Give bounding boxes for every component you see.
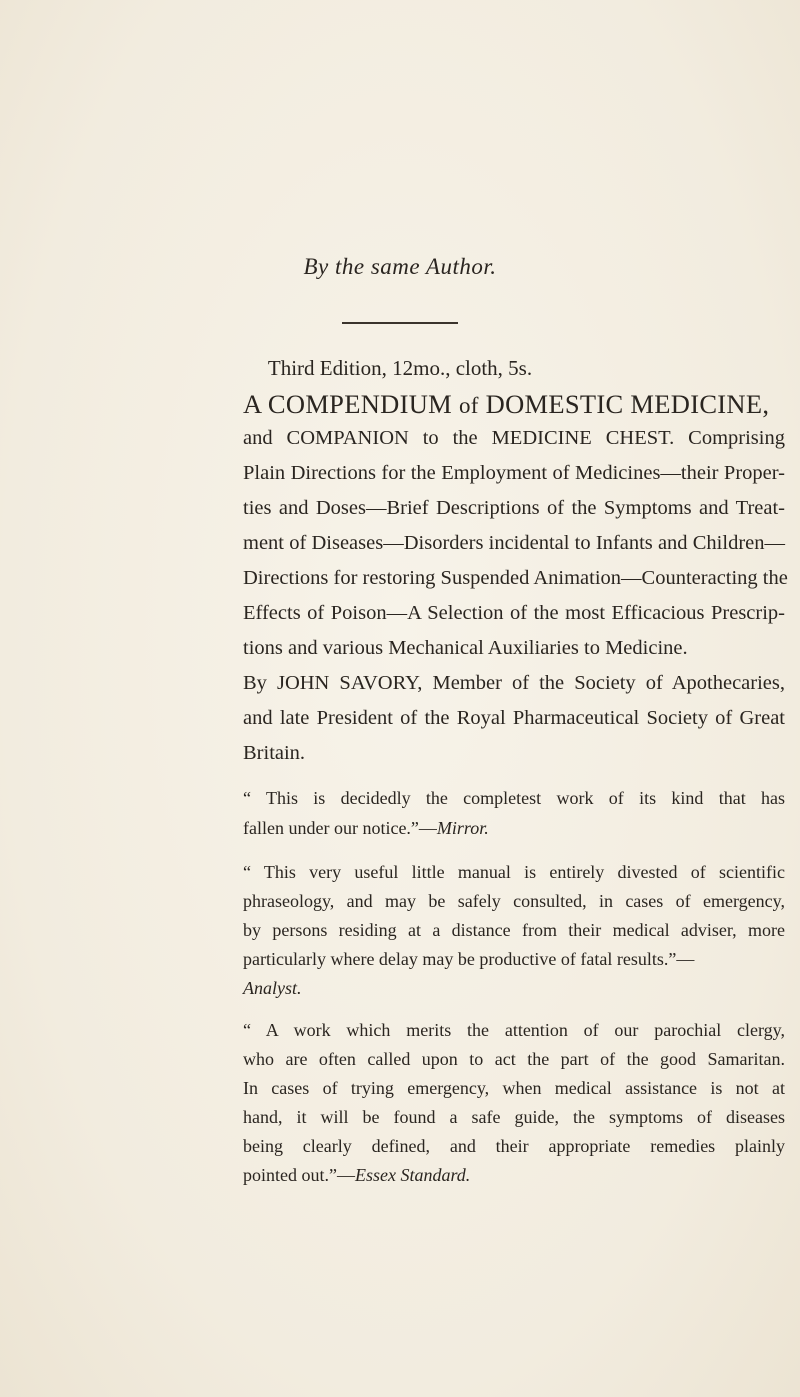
description-line: Plain Directions for the Employment of Medicines—their Proper- (243, 462, 785, 484)
quote-analyst-line: “ This very useful little manual is entirely divested of scientific (243, 862, 785, 882)
description-line: and COMPANION to the MEDICINE CHEST. Comprising (243, 427, 785, 449)
description-line: ties and Doses—Brief Descriptions of the Symptoms and Treat- (243, 497, 785, 519)
quote-mirror-line: “ This is decidedly the completest work of its kind that has (243, 788, 785, 808)
book-title-of: of (458, 393, 479, 418)
quote-essex-line: In cases of trying emergency, when medical assistance is not at (243, 1078, 785, 1098)
quote-essex-line: who are often called upon to act the part of the good Samaritan. (243, 1049, 785, 1069)
description-line: tions and various Mechanical Auxiliaries to Medicine. (243, 637, 688, 659)
book-title-part-2: DOMESTIC MEDICINE, (478, 389, 770, 419)
author-line: and late President of the Royal Pharmaceutical Society of Great (243, 707, 785, 729)
edition-line: Third Edition, 12mo., cloth, 5s. (267, 356, 533, 380)
quote-source-essex: Essex Standard. (354, 1165, 471, 1185)
quote-mirror-text: fallen under our notice.”— (243, 818, 437, 838)
author-line: By JOHN SAVORY, Member of the Society of Apothecaries, (243, 672, 785, 694)
page-header: By the same Author. (303, 254, 497, 279)
book-title-part-1: A COMPENDIUM (243, 389, 459, 419)
quote-essex-line: being clearly defined, and their appropriate remedies plainly (243, 1136, 785, 1156)
quote-source-mirror: Mirror. (436, 818, 489, 838)
quote-essex-line: hand, it will be found a safe guide, the symptoms of diseases (243, 1107, 785, 1127)
description-line: Effects of Poison—A Selection of the most Efficacious Prescrip- (243, 602, 785, 624)
quote-essex-text: pointed out.”— (243, 1165, 355, 1185)
description-line: ment of Diseases—Disorders incidental to Infants and Children— (243, 532, 785, 554)
quote-mirror-line (243, 818, 785, 839)
quote-analyst-line: phraseology, and may be safely consulted, in cases of emergency, (243, 891, 785, 911)
book-title (243, 389, 785, 420)
quote-essex-line: “ A work which merits the attention of our parochial clergy, (243, 1020, 785, 1040)
author-line: Britain. (243, 742, 306, 764)
quote-analyst-line: particularly where delay may be productive of fatal results.”— (243, 949, 695, 969)
quote-source-analyst: Analyst. (243, 978, 302, 998)
description-line: Directions for restoring Suspended Animation—Counteracting the (243, 567, 788, 589)
quote-analyst-line: by persons residing at a distance from their medical adviser, more (243, 920, 785, 940)
quote-essex-line (243, 1165, 785, 1186)
header-rule (342, 322, 458, 324)
